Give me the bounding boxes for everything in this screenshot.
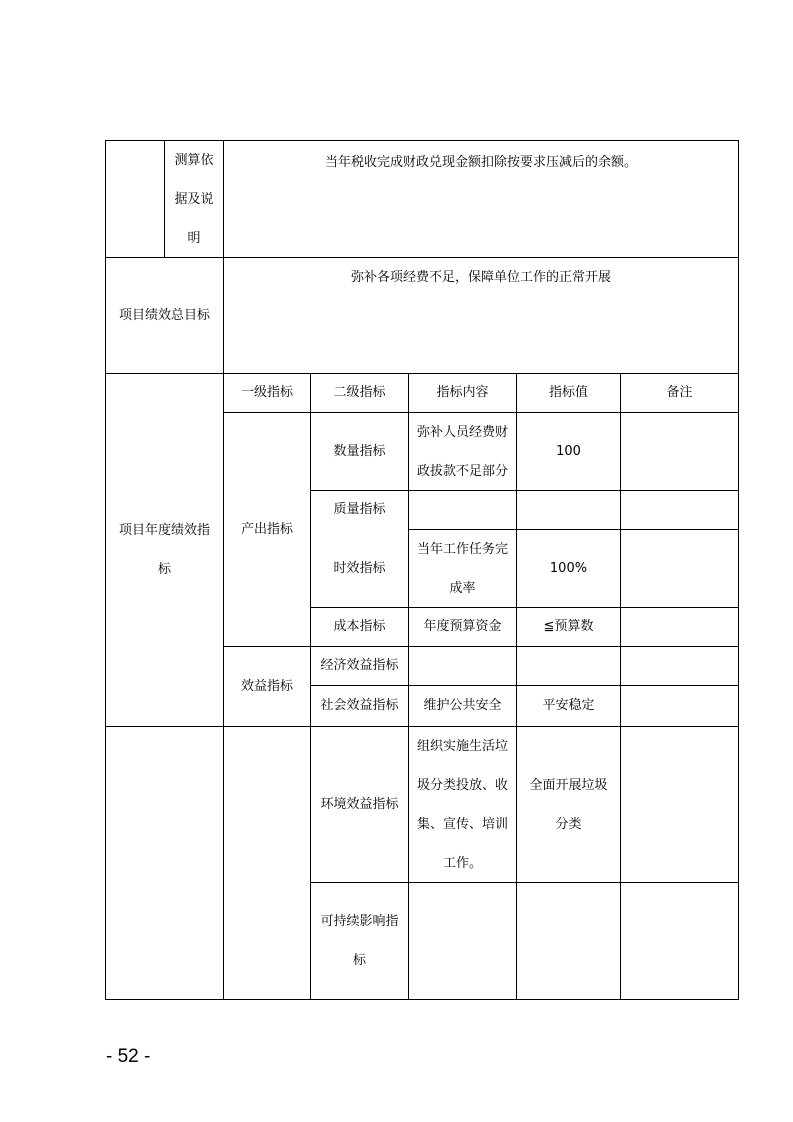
table-row-value: 全面开展垃圾分类 bbox=[529, 777, 608, 832]
table-row-value: 平安稳定 bbox=[542, 698, 595, 713]
table-row-value: ≦预算数 bbox=[543, 619, 594, 634]
table-row-value bbox=[517, 883, 620, 999]
table-row-level2: 经济效益指标 bbox=[320, 658, 399, 673]
indicators-section-label: 项目年度绩效指标 bbox=[118, 523, 210, 577]
header-level1: 一级指标 bbox=[240, 385, 293, 400]
table-border-bottom bbox=[105, 999, 739, 1000]
goal-label-cell bbox=[106, 258, 223, 373]
benefit-indicator-label: 效益指标 bbox=[240, 678, 293, 694]
table-row-level2: 社会效益指标 bbox=[320, 698, 399, 713]
basis-label: 测算依据及说明 bbox=[174, 152, 214, 246]
table-row-value: 100% bbox=[549, 560, 588, 576]
table-border-right bbox=[738, 140, 739, 1000]
table-row-content: 组织实施生活垃圾分类投放、收集、宣传、培训工作。 bbox=[416, 738, 508, 871]
table-row-value bbox=[517, 491, 620, 529]
table-row-content: 弥补人员经费财政拔款不足部分 bbox=[416, 424, 508, 479]
table-row-content bbox=[409, 491, 516, 529]
output-indicator-label: 产出指标 bbox=[240, 521, 293, 537]
indicators-section-cell bbox=[106, 374, 223, 726]
table-row-content: 当年工作任务完成率 bbox=[416, 541, 508, 596]
table-row-level2: 时效指标 bbox=[333, 560, 386, 576]
table-row-remark bbox=[621, 530, 738, 607]
table-row-remark bbox=[621, 686, 738, 726]
table-row-remark bbox=[621, 727, 738, 882]
basis-content: 当年税收完成财政兑现金额扣除按要求压减后的余额。 bbox=[324, 155, 637, 170]
table-row-remark bbox=[621, 608, 738, 646]
header-level2: 二级指标 bbox=[333, 385, 386, 400]
table-row-remark bbox=[621, 883, 738, 999]
table-row-content bbox=[409, 647, 516, 685]
header-content: 指标内容 bbox=[436, 385, 489, 400]
table-row-level2: 质量指标 bbox=[333, 502, 386, 517]
goal-content-cell bbox=[224, 258, 738, 373]
benefit-indicator-cell bbox=[224, 647, 310, 726]
table-row-level2: 可持续影响指标 bbox=[320, 914, 399, 968]
output-indicator-cell bbox=[224, 413, 310, 646]
page-number: - 52 - bbox=[106, 1046, 151, 1067]
basis-label-cell bbox=[165, 141, 223, 257]
table-row-remark bbox=[621, 491, 738, 529]
table-row-level2: 成本指标 bbox=[333, 619, 386, 634]
table-row-content: 维护公共安全 bbox=[423, 698, 502, 713]
table-row-level2: 数量指标 bbox=[333, 443, 386, 459]
header-value: 指标值 bbox=[548, 385, 588, 400]
table-row-value: 100 bbox=[556, 443, 581, 459]
basis-content-cell bbox=[224, 141, 738, 257]
header-remark: 备注 bbox=[666, 385, 693, 400]
goal-content: 弥补各项经费不足，保障单位工作的正常开展 bbox=[350, 270, 611, 285]
table-row-value bbox=[517, 647, 620, 685]
table-row-remark bbox=[621, 647, 738, 685]
table-row-level2: 环境效益指标 bbox=[320, 796, 399, 812]
table-row-remark bbox=[621, 413, 738, 490]
table-row-content: 年度预算资金 bbox=[423, 619, 502, 634]
table-row-content bbox=[409, 883, 516, 999]
goal-label: 项目绩效总目标 bbox=[118, 307, 210, 323]
